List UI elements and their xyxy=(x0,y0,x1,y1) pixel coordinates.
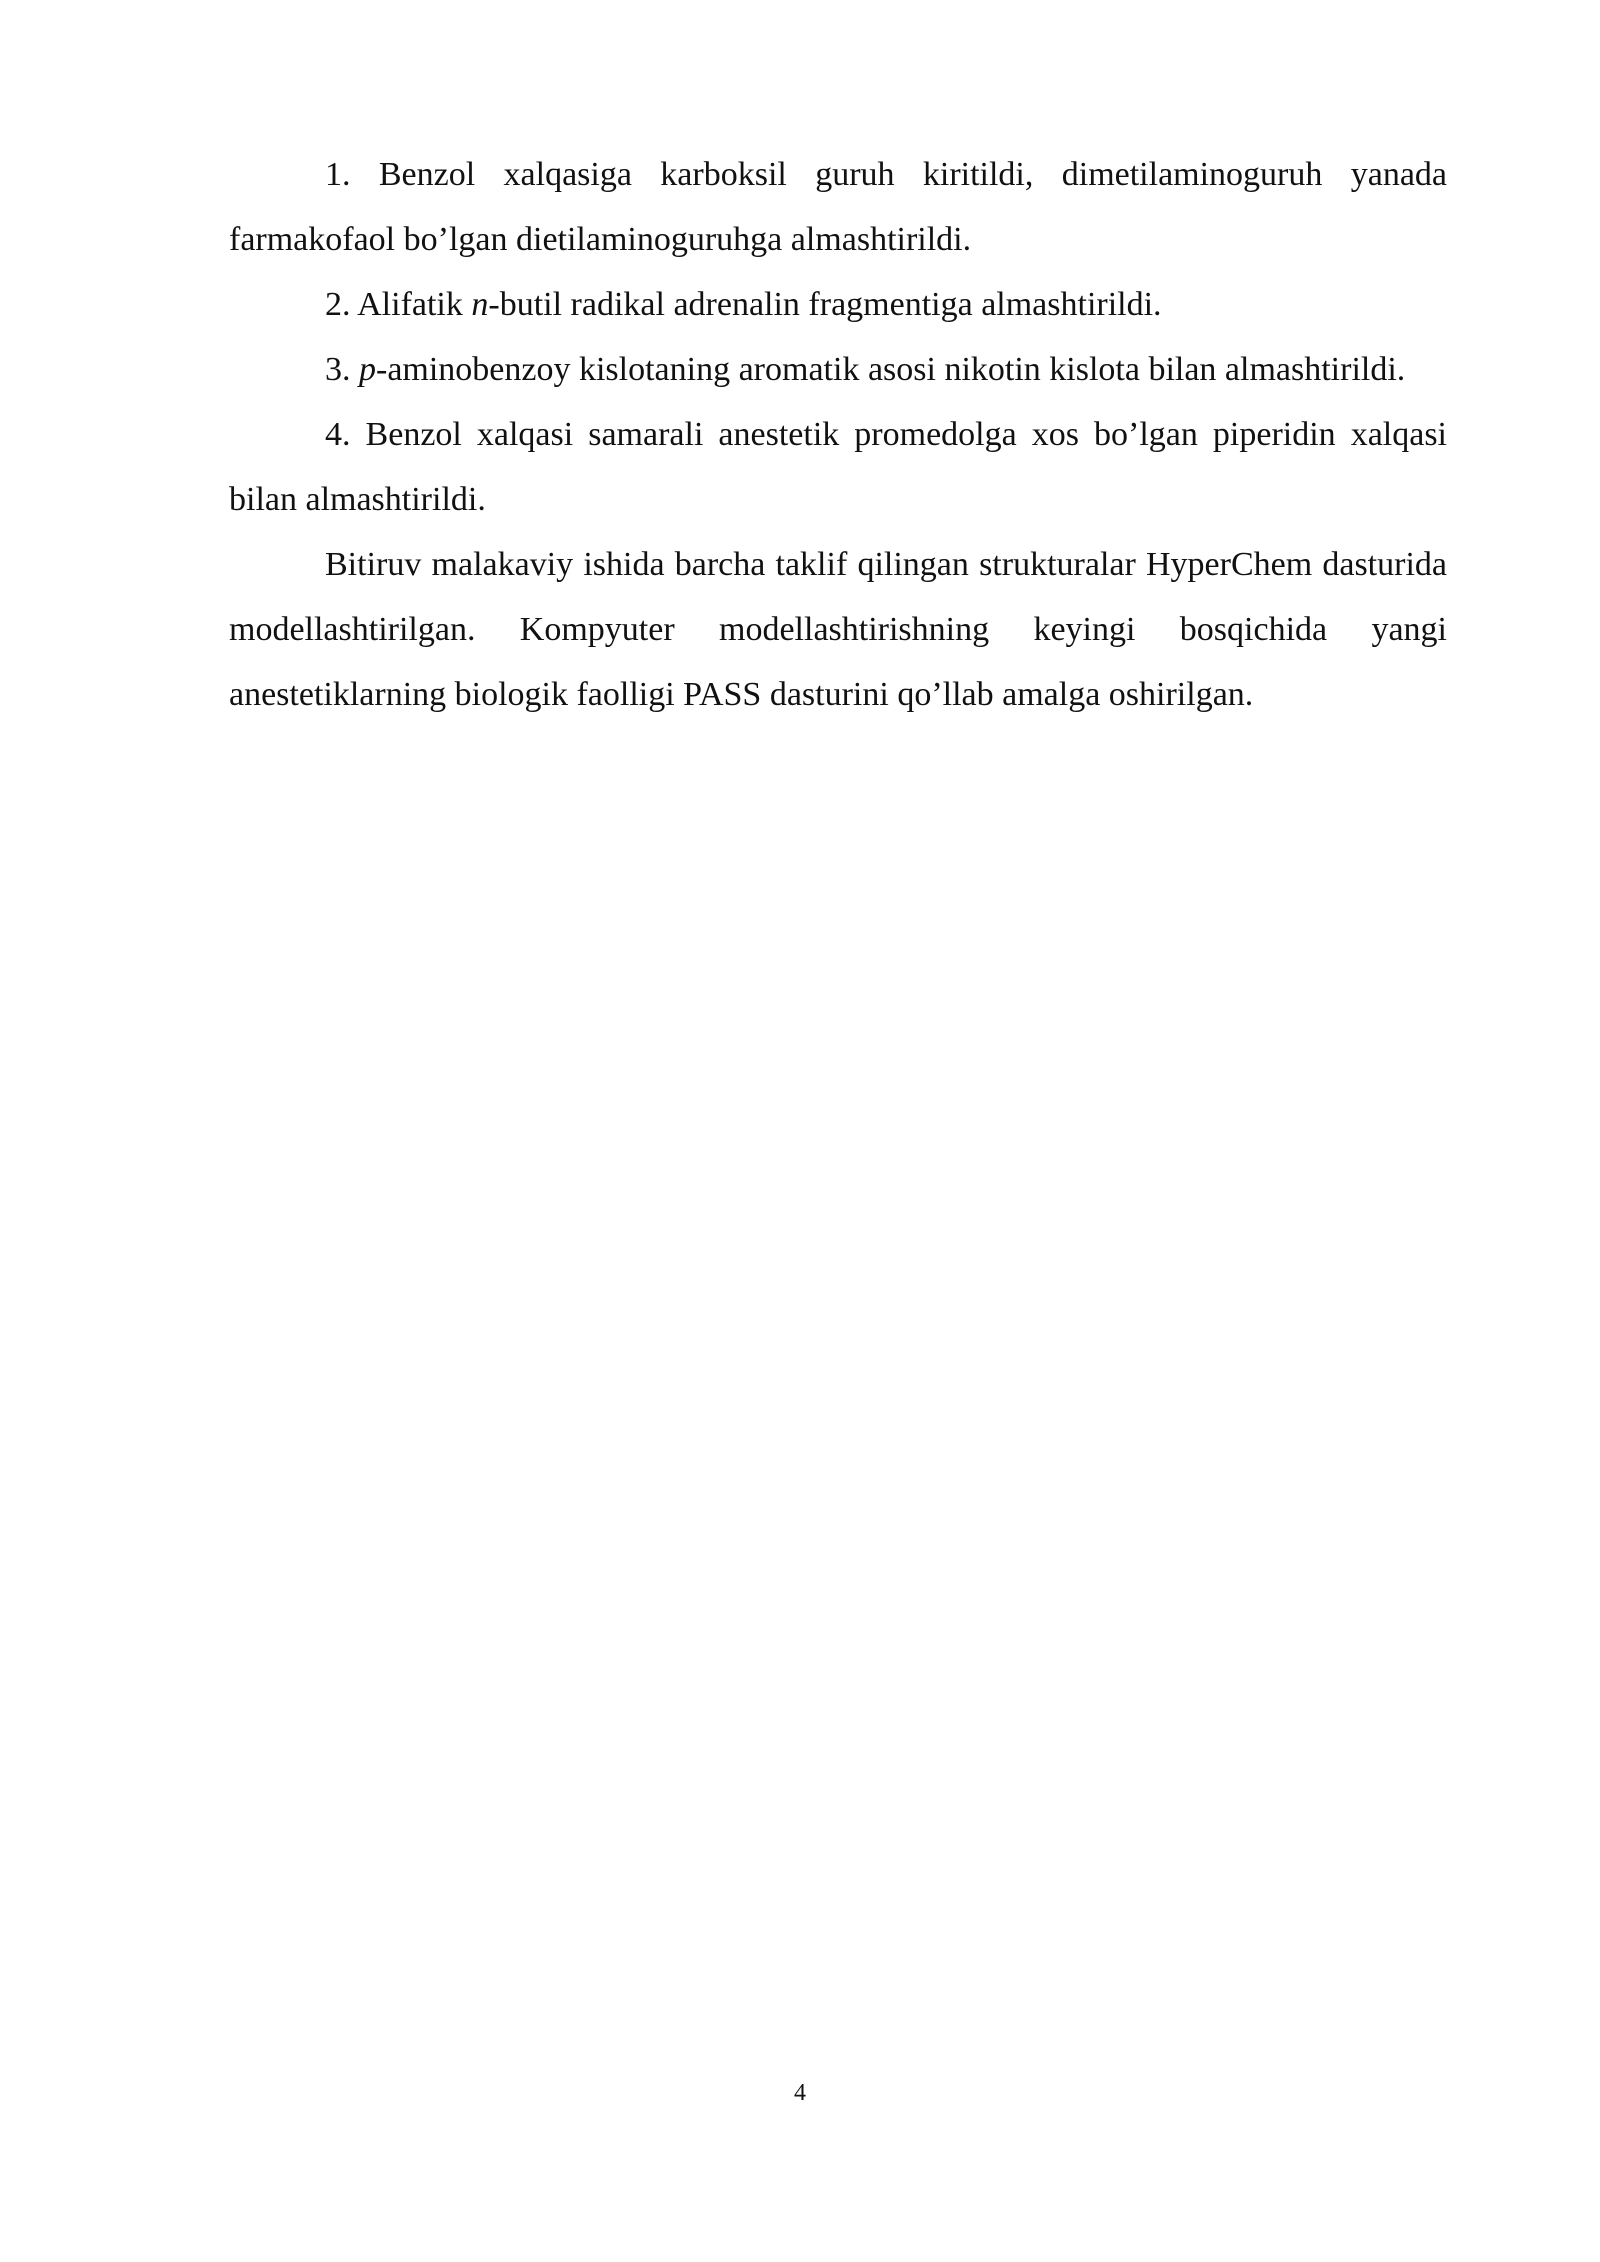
item-number: 4. xyxy=(325,416,351,453)
list-item-1 xyxy=(229,142,1447,272)
italic-symbol: n xyxy=(471,286,489,323)
list-item-2 xyxy=(229,272,1447,337)
item-text: -aminobenzoy kislotaning aromatik asosi nikotin kislota bilan almashtirildi. xyxy=(376,351,1406,388)
item-text: Benzol xalqasiga karboksil guruh kiritildi, dimetilaminoguruh yanada farmakofaol bo’lgan dietilaminoguruhga almashtirildi. xyxy=(229,156,1448,258)
summary-paragraph: Bitiruv malakaviy ishida barcha taklif qilingan strukturalar HyperChem dasturida modellashtirilgan. Kompyuter modellashtirishning keyingi bosqichida yangi anestetiklarning biologik faolligi PASS dasturini qo’llab amalga oshirilgan. xyxy=(229,546,1447,713)
item-number: 2. xyxy=(325,286,351,323)
item-text: -butil radikal adrenalin fragmentiga almashtirildi. xyxy=(488,286,1162,323)
item-number: 1. xyxy=(325,156,351,193)
list-item-4 xyxy=(229,402,1447,532)
item-number: 3. xyxy=(325,351,351,388)
page-number: 4 xyxy=(794,2080,806,2106)
body-text xyxy=(229,142,1447,727)
item-text: Benzol xalqasi samarali anestetik promedolga xos bo’lgan piperidin xalqasi bilan almashtirildi. xyxy=(229,416,1448,518)
list-item-3 xyxy=(229,337,1447,402)
item-text: Alifatik xyxy=(357,286,472,323)
italic-symbol: p xyxy=(359,351,376,388)
